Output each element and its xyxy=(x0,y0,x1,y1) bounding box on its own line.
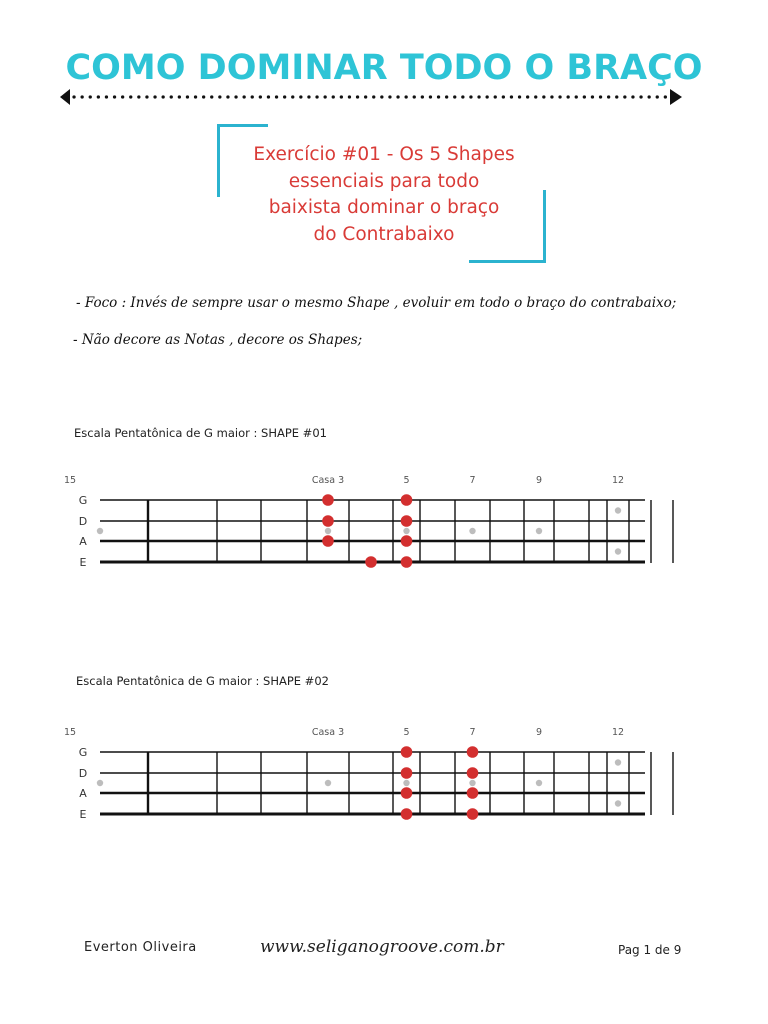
dotted-divider xyxy=(60,84,690,110)
fretboard-diagram-2 xyxy=(63,722,625,832)
scale-note-dot xyxy=(467,787,479,799)
fretboard-diagram-1 xyxy=(63,470,625,580)
fret-marker xyxy=(469,528,475,534)
note-focus: - Foco : Invés de sempre usar o mesmo Shape , evoluir em todo o braço do contrabaixo; xyxy=(76,295,677,311)
right-arrow-icon xyxy=(670,89,682,105)
string-label: D xyxy=(78,515,88,528)
exercise-line: baixista dominar o braço xyxy=(268,197,500,218)
fret-label: 12 xyxy=(611,727,625,738)
scale-note-dot xyxy=(365,556,377,568)
fretboard-grid xyxy=(97,746,673,820)
scale-note-dot xyxy=(401,556,413,568)
exercise-line: essenciais para todo xyxy=(288,170,480,192)
fret-label: 5 xyxy=(403,475,410,486)
fret-marker xyxy=(97,528,103,534)
scale-note-dot xyxy=(401,746,413,758)
exercise-line: Exercício #01 - Os 5 Shapes xyxy=(253,144,515,165)
exercise-line: do Contrabaixo xyxy=(313,223,455,245)
scale-note-dot xyxy=(467,767,479,779)
scale-note-dot xyxy=(401,787,413,799)
fret-label: Casa 3 xyxy=(311,475,345,486)
fret-marker xyxy=(403,528,409,534)
fret-marker xyxy=(325,528,331,534)
fret-label: 5 xyxy=(403,727,410,738)
string-label: G xyxy=(78,746,88,759)
fret-marker xyxy=(325,780,331,786)
scale-note-dot xyxy=(322,494,334,506)
fret-label: 15 xyxy=(63,475,77,486)
page-title: COMO DOMINAR TODO O BRAÇO xyxy=(65,48,703,88)
fret-marker xyxy=(469,780,475,786)
fretboard-grid xyxy=(97,494,673,568)
scale-note-dot xyxy=(467,746,479,758)
string-label: E xyxy=(79,808,87,821)
string-label: D xyxy=(78,767,88,780)
fret-label: 7 xyxy=(469,475,476,486)
exercise-heading xyxy=(225,142,543,248)
fret-label: 7 xyxy=(469,727,476,738)
scale-note-dot xyxy=(401,494,413,506)
fret-marker xyxy=(615,548,621,554)
scale-note-dot xyxy=(322,535,334,547)
left-arrow-icon xyxy=(60,89,70,105)
diagram-caption-1: Escala Pentatônica de G maior : SHAPE #01 xyxy=(74,426,327,440)
scale-note-dot xyxy=(467,808,479,820)
fret-marker xyxy=(403,780,409,786)
scale-note-dot xyxy=(401,535,413,547)
fret-label: 9 xyxy=(535,475,543,486)
fret-label: Casa 3 xyxy=(311,727,345,738)
string-label: E xyxy=(79,556,87,569)
string-label: A xyxy=(79,535,87,548)
diagram-caption-2: Escala Pentatônica de G maior : SHAPE #02 xyxy=(76,674,329,688)
fret-marker xyxy=(615,759,621,765)
footer-author: Everton Oliveira xyxy=(84,940,197,955)
fret-label: 15 xyxy=(63,727,77,738)
fret-label: 9 xyxy=(535,727,543,738)
note-shapes: - Não decore as Notas , decore os Shapes; xyxy=(73,332,363,348)
scale-note-dot xyxy=(401,515,413,527)
fret-label: 12 xyxy=(611,475,625,486)
scale-note-dot xyxy=(322,515,334,527)
footer-site-link[interactable]: www.seliganogroove.com.br xyxy=(260,937,504,957)
scale-note-dot xyxy=(401,808,413,820)
string-label: G xyxy=(78,494,88,507)
fret-marker xyxy=(536,528,542,534)
fret-marker xyxy=(615,800,621,806)
fret-marker xyxy=(97,780,103,786)
string-label: A xyxy=(79,787,87,800)
fret-marker xyxy=(536,780,542,786)
fret-marker xyxy=(615,507,621,513)
scale-note-dot xyxy=(401,767,413,779)
footer-page-number: Pag 1 de 9 xyxy=(618,943,682,957)
